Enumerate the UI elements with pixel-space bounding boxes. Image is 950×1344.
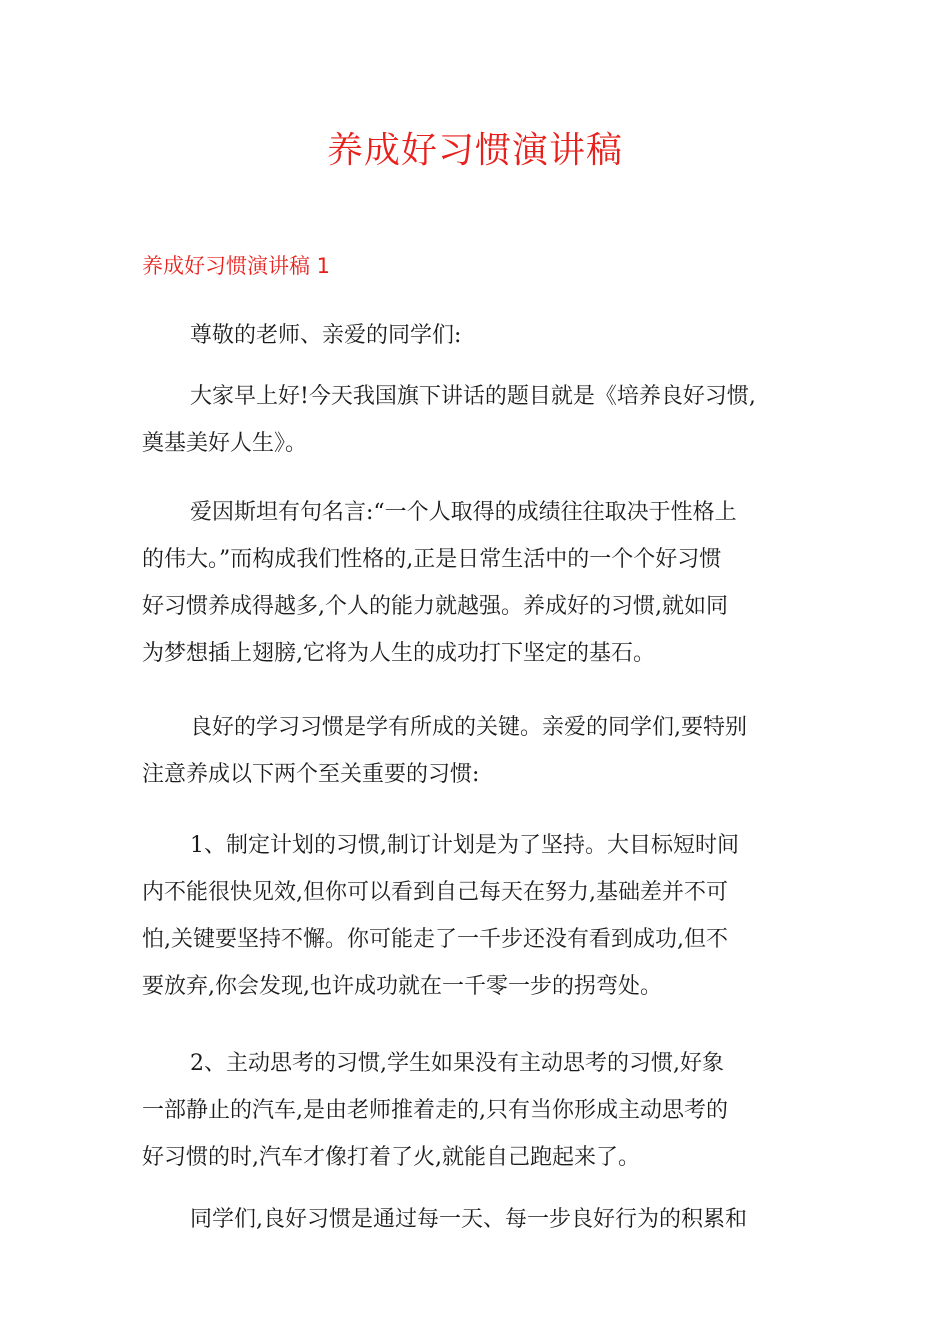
paragraph-line: 良好的学习习惯是学有所成的关键。亲爱的同学们,要特别 — [190, 715, 747, 740]
paragraph-line: 一部静止的汽车,是由老师推着走的,只有当你形成主动思考的 — [142, 1098, 728, 1123]
paragraph-greeting — [142, 312, 812, 359]
paragraph-line: 内不能很快见效,但你可以看到自己每天在努力,基础差并不可 — [142, 880, 728, 905]
paragraph-closing — [142, 1196, 812, 1243]
paragraph-line: 爱因斯坦有句名言:“一个人取得的成绩往往取决于性格上 — [190, 500, 737, 525]
paragraph-line: 大家早上好!今天我国旗下讲话的题目就是《培养良好习惯, — [190, 384, 756, 409]
paragraph-line: 2、主动思考的习惯,学生如果没有主动思考的习惯,好象 — [190, 1051, 724, 1076]
paragraph-line: 的伟大。”而构成我们性格的,正是日常生活中的一个个好习惯 — [142, 547, 722, 572]
paragraph-item-1 — [142, 822, 812, 1010]
paragraph-item-2 — [142, 1040, 812, 1181]
paragraph-line: 好习惯养成得越多,个人的能力就越强。养成好的习惯,就如同 — [142, 594, 728, 619]
section-heading: 养成好习惯演讲稿 1 — [142, 254, 331, 278]
paragraph-line: 为梦想插上翅膀,它将为人生的成功打下坚定的基石。 — [142, 641, 655, 666]
document-title: 养成好习惯演讲稿 — [326, 130, 623, 171]
paragraph-line: 奠基美好人生》。 — [142, 431, 308, 456]
paragraph-line: 好习惯的时,汽车才像打着了火,就能自己跑起来了。 — [142, 1145, 640, 1170]
paragraph-intro — [142, 373, 812, 467]
paragraph-line: 怕,关键要坚持不懈。你可能走了一千步还没有看到成功,但不 — [142, 927, 728, 952]
paragraph-line: 1、制定计划的习惯,制订计划是为了坚持。大目标短时间 — [190, 833, 739, 858]
paragraph-line: 同学们,良好习惯是通过每一天、每一步良好行为的积累和 — [190, 1207, 747, 1232]
paragraph-study-habits — [142, 704, 812, 798]
paragraph-line: 注意养成以下两个至关重要的习惯: — [142, 762, 480, 787]
paragraph-einstein — [142, 489, 812, 677]
paragraph-line: 尊敬的老师、亲爱的同学们: — [190, 323, 462, 348]
paragraph-line: 要放弃,你会发现,也许成功就在一千零一步的拐弯处。 — [142, 974, 662, 999]
